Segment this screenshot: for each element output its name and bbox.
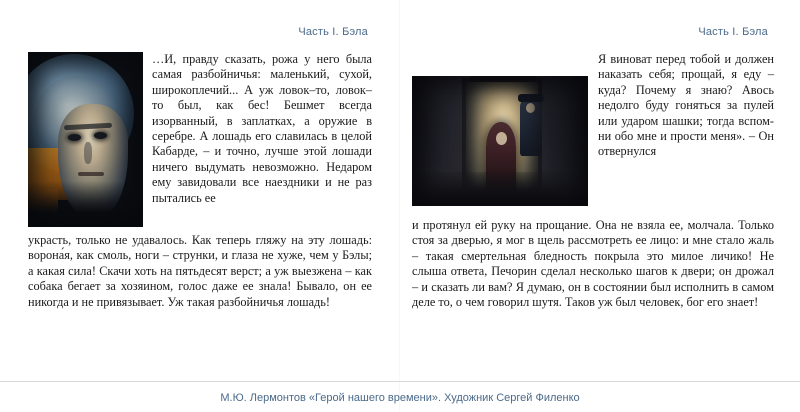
running-head-left: Часть I. Бэла <box>298 26 368 38</box>
right-page-paragraph-top: Я виноват перед тобой и должен наказать себя; прощай, я еду – куда? Почему я знаю? Авось недолго буду гоняться за пулей или ударом шашки; тогда вспомни обо мне и прости меня». – Он отвернулся <box>598 52 774 159</box>
running-head-right: Часть I. Бэла <box>698 26 768 38</box>
page-gutter <box>399 0 400 412</box>
portrait-of-kazbich-illustration <box>28 52 143 227</box>
right-page-paragraph-bottom: и протянул ей руку на прощание. Она не взяла ее, молчала. Только стоя за дверью, я мог в щель рассмотреть ее лицо: и мне стало жаль – такая смертельная бледность покрыла это милое личико! Не слыша ответа, Печорин сделал несколько шагов к двери; он дрожал – и сказать ли вам? Я думаю, он в состоянии был исполнить в самом деле то, о чем говорил шутя. Таков уж был человек, бог его знает! <box>412 218 774 310</box>
footer-credit-line: М.Ю. Лермонтов «Герой нашего времени». Художник Сергей Филенко <box>220 392 580 404</box>
right-page <box>400 0 800 412</box>
bela-in-doorway-illustration <box>412 76 588 206</box>
left-page-paragraph-bottom: украсть, только не удавалось. Как теперь гляжу на эту лошадь: ворона́я, как смоль, ноги – струнки, и глаза не хуже, чем у Бэлы; а какая сила! Скачи хоть на пятьдесят верст; а уж выезжена – как собака бегает за хозяином, голос даже ее знала! Бывало, он ее никогда и не привязывает. Уж такая разбойничья лошадь! <box>28 233 372 309</box>
vignette-overlay <box>28 52 143 227</box>
left-page-paragraph-top: …И, правду сказать, рожа у него была самая разбойничья: маленький, сухой, широкоплечий... А уж ловок–то, ловок–то был, как бес! Бешмет всегда изорванный, в заплатках, а оружие в серебре. А лошадь его славилась в целой Кабарде, – и точно, лучше этой лошади ничего выдумать невозможно. Недаром ему завидовали все наездники и не раз пытались ее <box>152 52 372 205</box>
vignette-overlay <box>412 76 588 206</box>
footer-divider <box>0 381 800 382</box>
